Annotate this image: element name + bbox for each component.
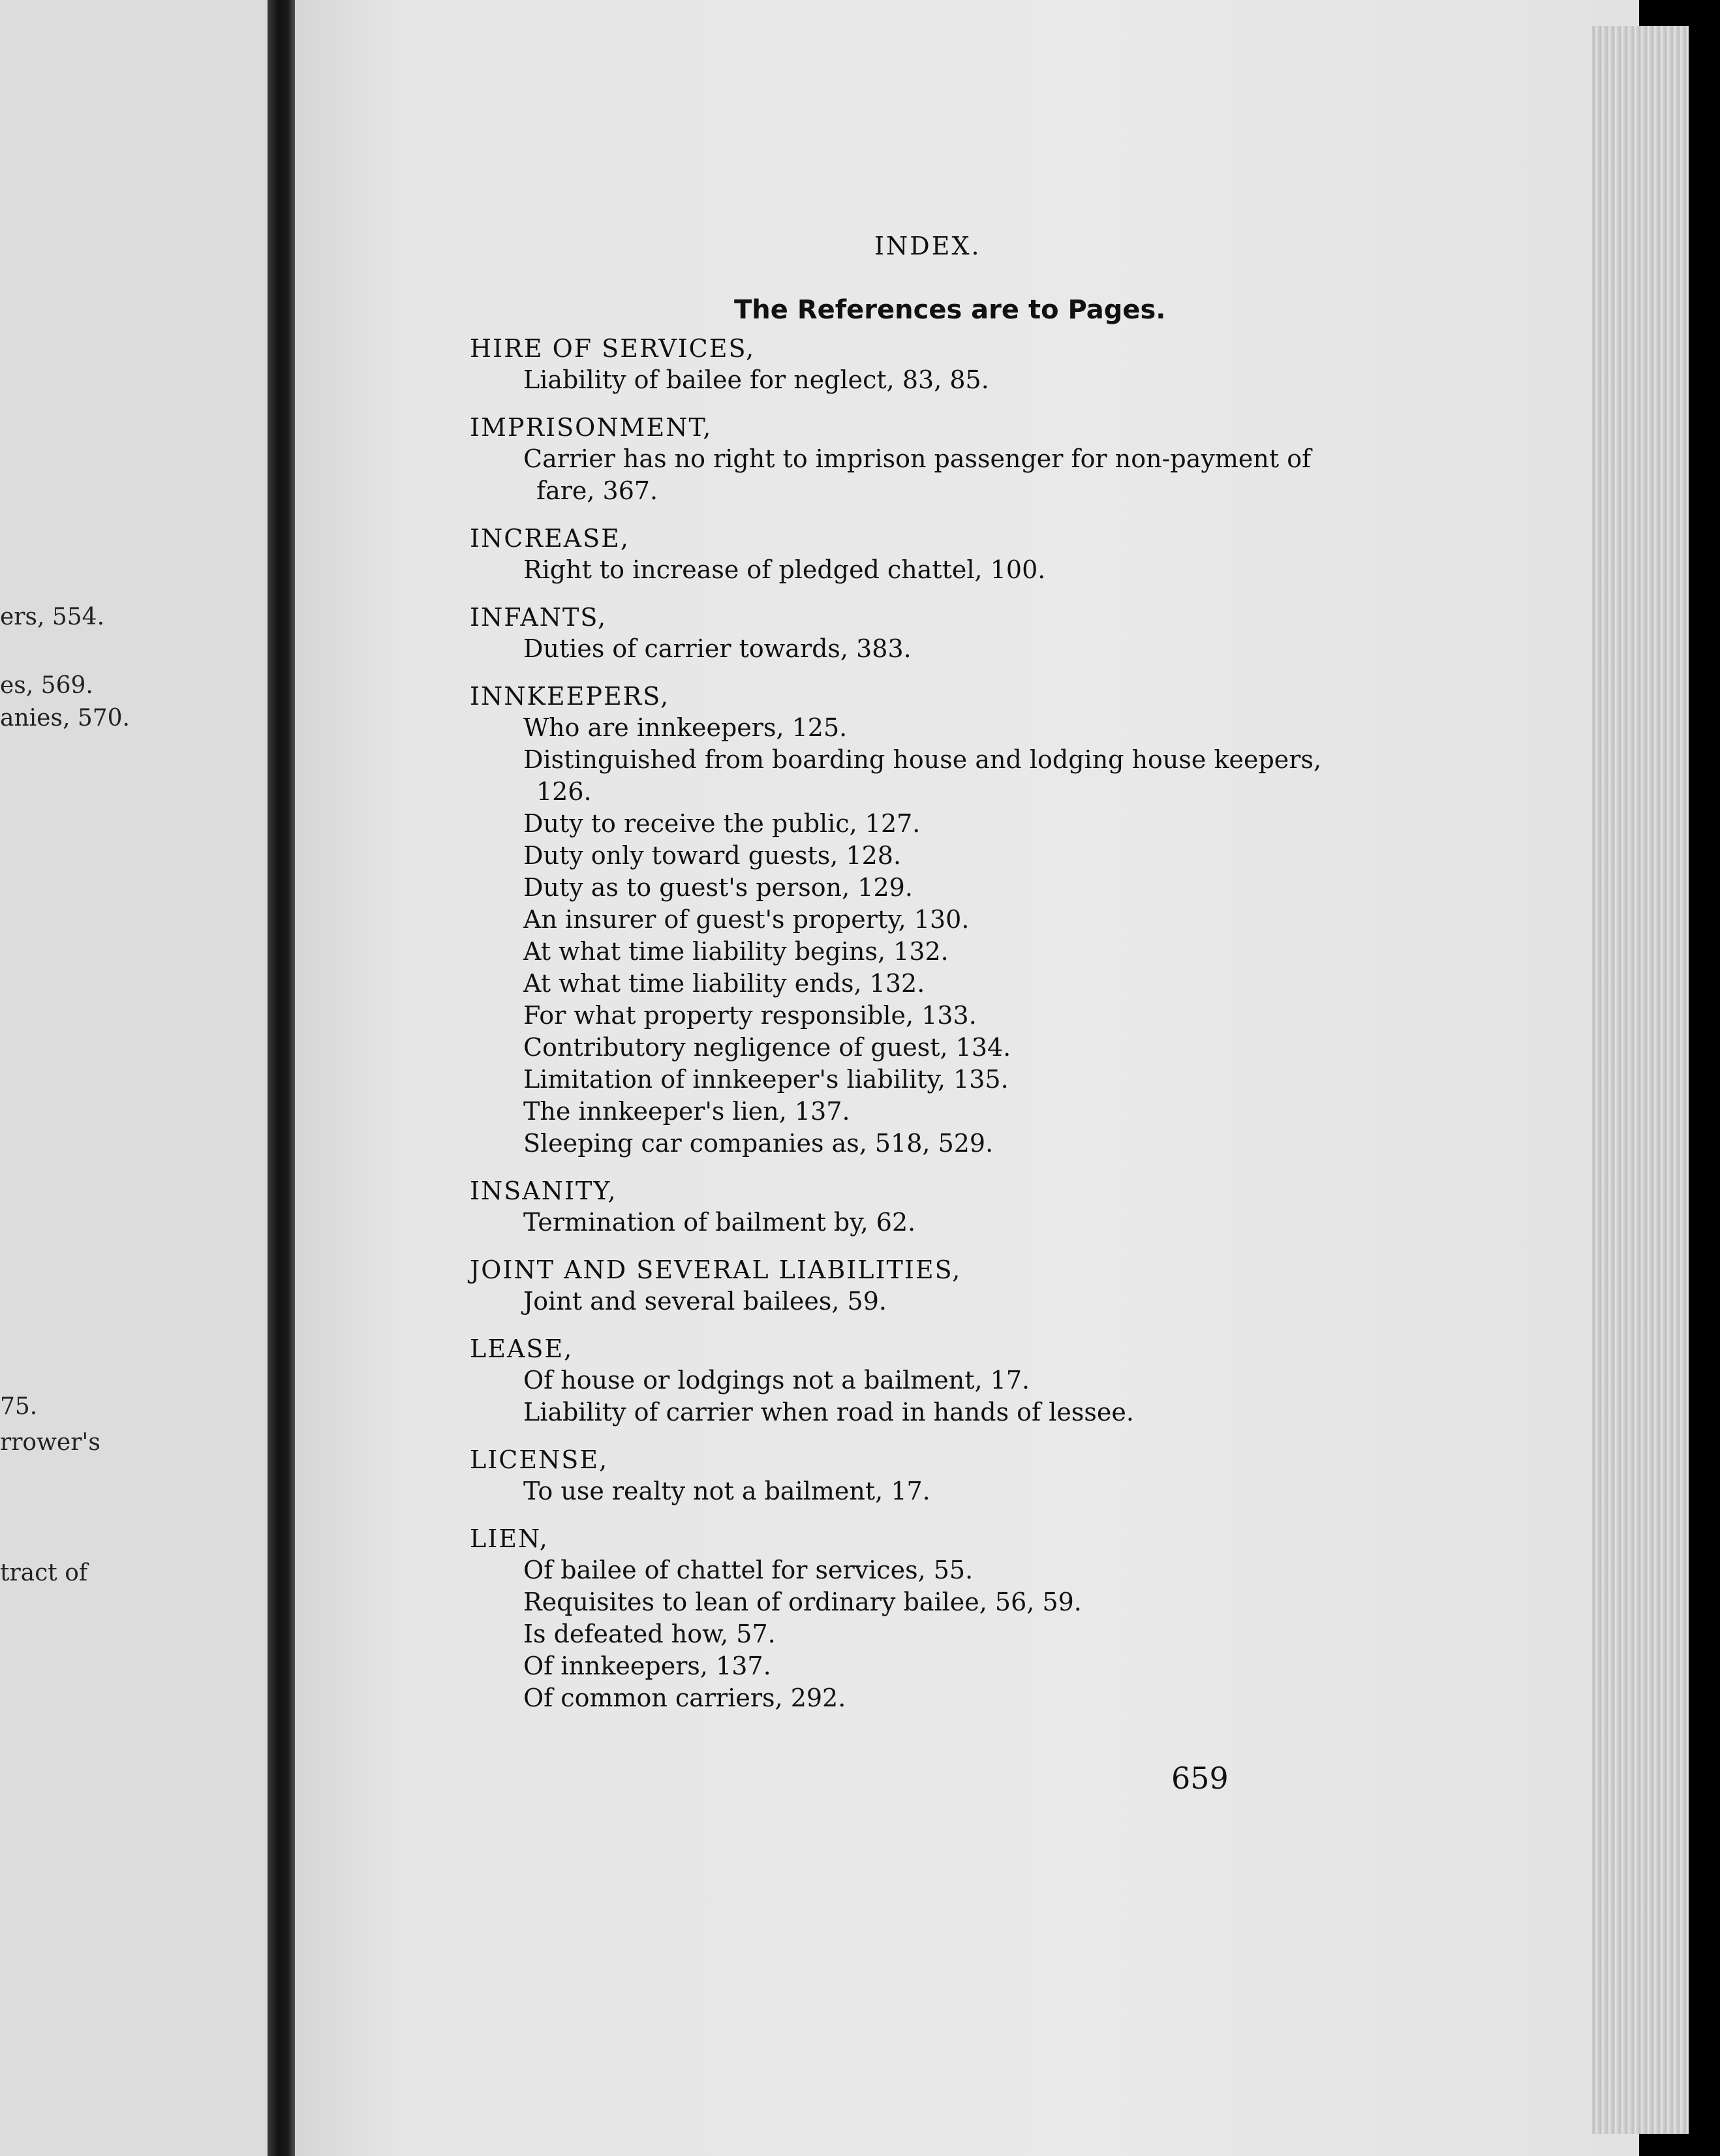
index-entry	[470, 1175, 1344, 1239]
entry-item: Of house or lodgings not a bailment, 17.	[523, 1366, 1030, 1394]
entry-item: Liability of bailee for neglect, 83, 85.	[523, 365, 989, 394]
left-page-line: anies, 570.	[0, 705, 130, 732]
entry-item: At what time liability begins, 132.	[523, 937, 949, 966]
left-page	[0, 0, 275, 2156]
index-entry	[470, 681, 1344, 1160]
entry-item: Distinguished from boarding house and lodging house keepers, 126.	[523, 745, 1322, 806]
entry-item: Is defeated how, 57.	[523, 1620, 776, 1648]
entry-item: To use realty not a bailment, 17.	[523, 1477, 930, 1505]
page-number: 659	[1171, 1761, 1229, 1796]
entry-item: An insurer of guest's property, 130.	[523, 905, 970, 934]
entry-heading: LEASE,	[470, 1334, 574, 1363]
entry-item: Duty to receive the public, 127.	[523, 809, 921, 838]
left-page-line: rrower's	[0, 1429, 100, 1456]
entry-item: Duties of carrier towards, 383.	[523, 634, 912, 663]
entry-item: Requisites to lean of ordinary bailee, 56, 59.	[523, 1588, 1082, 1616]
entry-item: Liability of carrier when road in hands of lessee.	[523, 1398, 1134, 1426]
page-title: INDEX.	[874, 232, 981, 260]
entry-item: Duty as to guest's person, 129.	[523, 873, 913, 902]
entry-item: The innkeeper's lien, 137.	[523, 1097, 850, 1126]
entry-item: Right to increase of pledged chattel, 100.	[523, 555, 1046, 584]
entry-item: Contributory negligence of guest, 134.	[523, 1033, 1011, 1062]
index-entry	[470, 333, 1344, 396]
entry-item: Limitation of innkeeper's liability, 135.	[523, 1065, 1009, 1094]
entry-item: Joint and several bailees, 59.	[523, 1287, 887, 1316]
entry-heading: INNKEEPERS,	[470, 682, 670, 711]
book-gutter	[268, 0, 296, 2156]
entry-item: Of bailee of chattel for services, 55.	[523, 1556, 974, 1584]
entry-item: Termination of bailment by, 62.	[523, 1208, 916, 1237]
entry-item: Sleeping car companies as, 518, 529.	[523, 1129, 994, 1158]
index-entry	[470, 412, 1344, 507]
entry-item: Duty only toward guests, 128.	[523, 841, 902, 870]
index-entries	[470, 333, 1344, 1714]
left-page-line: tract of	[0, 1560, 88, 1586]
entry-heading: IMPRISONMENT,	[470, 413, 713, 442]
page-subtitle: The References are to Pages.	[734, 295, 1166, 325]
entry-heading: INCREASE,	[470, 524, 630, 553]
entry-heading: INSANITY,	[470, 1177, 617, 1205]
entry-item: For what property responsible, 133.	[523, 1001, 977, 1030]
entry-item: At what time liability ends, 132.	[523, 969, 925, 998]
entry-item: Of common carriers, 292.	[523, 1684, 846, 1712]
index-entry	[470, 1523, 1344, 1714]
entry-heading: LIEN,	[470, 1524, 549, 1553]
index-entry	[470, 523, 1344, 586]
index-entry	[470, 1333, 1344, 1428]
page-edges	[1592, 26, 1689, 2134]
left-page-line: 75.	[0, 1393, 38, 1420]
index-entry	[470, 602, 1344, 665]
entry-heading: JOINT AND SEVERAL LIABILITIES,	[470, 1255, 962, 1284]
entry-heading: INFANTS,	[470, 603, 607, 632]
entry-item: Who are innkeepers, 125.	[523, 713, 848, 742]
entry-item: Of innkeepers, 137.	[523, 1652, 771, 1680]
left-page-line: ers, 554.	[0, 604, 105, 630]
entry-heading: LICENSE,	[470, 1445, 609, 1474]
entry-item: Carrier has no right to imprison passenger for non-payment of fare, 367.	[523, 444, 1312, 505]
index-entry	[470, 1444, 1344, 1507]
index-entry	[470, 1254, 1344, 1317]
left-page-line: es, 569.	[0, 672, 93, 699]
entry-heading: HIRE OF SERVICES,	[470, 334, 756, 363]
